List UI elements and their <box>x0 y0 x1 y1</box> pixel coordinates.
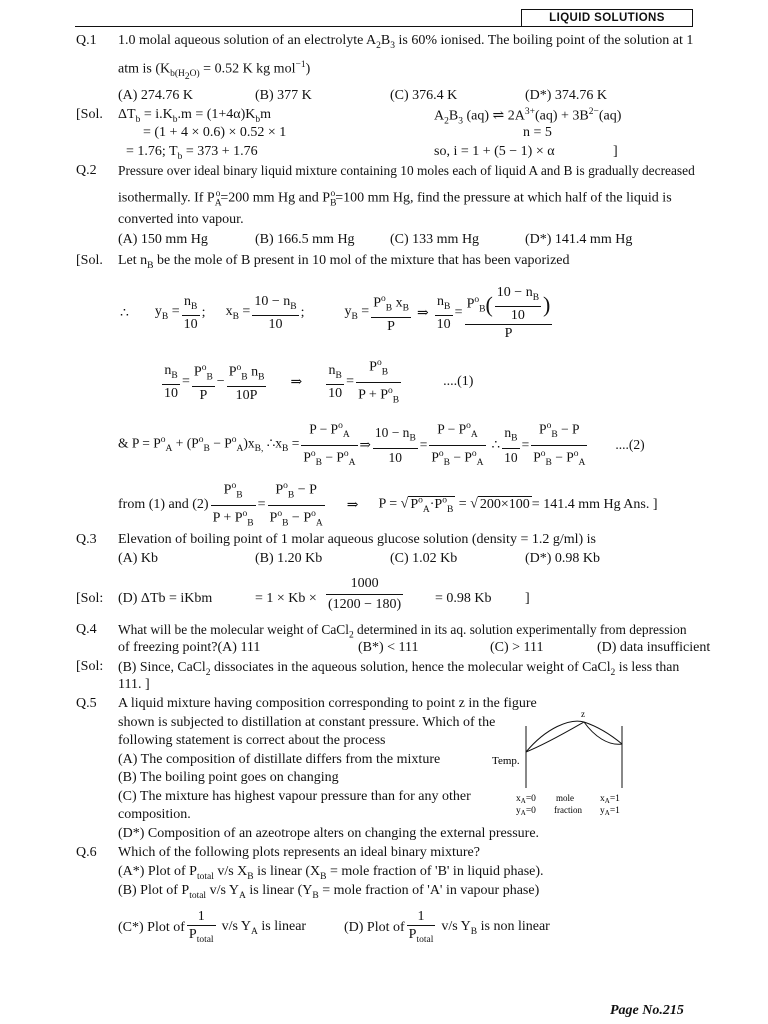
q1-reaction: $A_2B_3$ (aq) ⇌ $2A^{3+}(aq) + 3B^{2-}(aq)$ <box>434 107 622 127</box>
q2-text-line2: isothermally. If $P_A^o=200$ mm Hg and $P_B^o=100$ mm Hg, find the pressure at which half of the liquid is <box>118 189 672 209</box>
q1-option-d: (D*) 374.76 K <box>525 88 608 103</box>
q1-option-b: (B) 377 K <box>255 88 312 103</box>
q4-option-c: (C) > 111 <box>490 640 544 655</box>
q2-equation-row2: $\frac{n_B}{10}$ = $\frac{P^o_B}{P}$ − $\frac{P^o_B n_B}{10P}$ ⇒ $\frac{n_B}{10}$ = $\frac{P^o_B}{P + P^o_B}$ ....(1) <box>160 357 473 407</box>
page-number: Page No.215 <box>610 1003 684 1018</box>
q3-option-c: (C) 1.02 Kb <box>390 551 458 566</box>
q1-sol-line1: $\Delta T_b = i.K_b.m = (1+4\alpha)K_bm$ <box>118 107 272 125</box>
q3-sol-c: = 0.98 Kb <box>435 591 492 606</box>
q2-option-a: (A) 150 mm Hg <box>118 232 208 247</box>
q3-sol-fraction: 1000 (1200 − 180) <box>326 574 403 615</box>
q5-option-c: (C) The mixture has highest vapour pressure than for any other <box>118 789 471 804</box>
q5-option-c-cont: composition. <box>118 807 191 822</box>
q1-text-line2: atm is ($K_{b(H_2O)} = 0.52$ K kg mol$^{-1}$) <box>118 60 311 83</box>
temp-axis-label: Temp. <box>492 755 520 767</box>
q1-sol-line3: = 1.76; $T_b = 373 + 1.76$ <box>126 144 258 162</box>
q1-n-value: n = 5 <box>523 125 552 140</box>
q1-option-c: (C) 376.4 K <box>390 88 458 103</box>
q1-sol-tag: [Sol. <box>76 107 103 122</box>
q1-vant-hoff: so, i = 1 + (5 − 1) × α <box>434 144 555 159</box>
header-rule <box>75 26 692 27</box>
q4-option-d: (D) data insufficient <box>597 640 711 655</box>
q1-number: Q.1 <box>76 33 97 48</box>
chapter-header: LIQUID SOLUTIONS <box>521 9 693 27</box>
q4-sol-tag: [Sol: <box>76 659 104 674</box>
q2-option-b: (B) 166.5 mm Hg <box>255 232 355 247</box>
q2-option-c: (C) 133 mm Hg <box>390 232 480 247</box>
q1-text: 1.0 molal aqueous solution of an electrolyte $A_2B_3$ is 60% ionised. The boiling point of the solution at 1 <box>118 33 694 51</box>
q3-option-b: (B) 1.20 Kb <box>255 551 323 566</box>
q4-option-b: (B*) < 111 <box>358 640 419 655</box>
q1-option-a: (A) 274.76 K <box>118 88 194 103</box>
xa1-label: $x_A=1$ <box>600 794 620 805</box>
q2-equation-row3: & $P = P^o_A + (P^o_B - P^o_A)x_{B,}$ $\therefore x_B$ = $\frac{P - P^o_A}{P^o_B - P^o_A}$ ⇒ $\frac{10 - n_B}{10}$ = $\frac{P - P^o_A}{P^o_B - P^o_A}$ ∴ $\frac{n_B}{10}$ = $\frac{P^o_B - P}{P^o_B - P^o_A}$ ....(2) <box>118 420 645 470</box>
q4-sol-line1: (B) Since, CaCl$_2$ dissociates in the aqueous solution, hence the molecular weight of CaCl$_2$ is less than <box>118 659 680 678</box>
q6-number: Q.6 <box>76 845 97 860</box>
q3-number: Q.3 <box>76 532 97 547</box>
q3-option-d: (D*) 0.98 Kb <box>525 551 601 566</box>
azeotrope-diagram <box>490 706 640 818</box>
q5-option-b: (B) The boiling point goes on changing <box>118 770 339 785</box>
xa0-label: $x_A=0$ <box>516 794 536 805</box>
q2-equation-row4: from (1) and (2) $\frac{P^o_B}{P + P^o_B}$ = $\frac{P^o_B - P}{P^o_B - P^o_A}$ ⇒ P = √ $P^o_A\cdot P^o_B$ = √ 200×100 = 141.4 mm Hg Ans. ] <box>118 480 658 530</box>
q2-number: Q.2 <box>76 163 97 178</box>
q6-option-b: (B) Plot of $P_{total}$ v/s $Y_A$ is linear ($Y_B$ = mole fraction of 'A' in vapour phase) <box>118 883 540 901</box>
q4-number: Q.4 <box>76 622 97 637</box>
q5-option-a: (A) The composition of distillate differs from the mixture <box>118 752 441 767</box>
ya0-label: $y_A=0$ <box>516 806 536 817</box>
q2-text-line3: converted into vapour. <box>118 212 244 227</box>
q6-option-d: (D) Plot of $\frac{1}{P_{total}}$ v/s $Y_B$ is non linear <box>344 906 550 950</box>
q3-option-a: (A) Kb <box>118 551 159 566</box>
q3-sol-b: = 1 × Kb × <box>255 591 317 606</box>
q5-option-d: (D*) Composition of an azeotrope alters on changing the external pressure. <box>118 826 540 841</box>
q6-text: Which of the following plots represents an ideal binary mixture? <box>118 845 480 860</box>
q4-text-line2: of freezing point?(A) 111 <box>118 640 261 655</box>
q2-sol-tag: [Sol. <box>76 253 103 268</box>
q5-number: Q.5 <box>76 696 97 711</box>
q2-equation-row1: ∴ $y_B$ = $\frac{n_B}{10}$ ; $x_B$ = $\frac{10 - n_B}{10}$ ; $y_B$ = $\frac{P^o_B x_B}{P}$ ⇒ $\frac{n_B}{10}$ = $P^o_B$( $\frac{10 - n_B}{10}$ ) P <box>120 284 551 342</box>
q3-sol-a: (D) ΔTb = iKbm <box>118 591 213 606</box>
q5-line: A liquid mixture having composition corresponding to point z in the figure <box>118 696 537 711</box>
mole-label: mole <box>556 793 574 803</box>
ya1-label: $y_A=1$ <box>600 806 620 817</box>
q2-sol-intro: Let $n_B$ be the mole of B present in 10 mol of the mixture that has been vaporized <box>118 253 570 271</box>
q3-text: Elevation of boiling point of 1 molar aqueous glucose solution (density = 1.2 g/ml) is <box>118 532 597 547</box>
q2-option-d: (D*) 141.4 mm Hg <box>525 232 633 247</box>
q1-sol-line2: = (1 + 4 × 0.6) × 0.52 × 1 <box>143 125 287 140</box>
q6-option-c: (C*) Plot of $\frac{1}{P_{total}}$ v/s $Y_A$ is linear <box>118 906 306 950</box>
q2-text-line1: Pressure over ideal binary liquid mixture containing 10 moles each of liquid A and B is gradually decreased <box>118 163 695 178</box>
q5-line: following statement is correct about the process <box>118 733 386 748</box>
point-z-label: z <box>581 709 585 719</box>
fraction-label: fraction <box>554 805 582 815</box>
q4-text-line1: What will be the molecular weight of CaCl$_2$ determined in its aq. solution experimentally from depression <box>118 622 687 641</box>
q3-sol-tag: [Sol: <box>76 591 104 606</box>
q1-close-bracket: ] <box>613 144 618 159</box>
q6-option-a: (A*) Plot of $P_{total}$ v/s $X_B$ is linear ($X_B$ = mole fraction of 'B' in liquid phase). <box>118 864 544 882</box>
q5-line: shown is subjected to distillation at constant pressure. Which of the <box>118 715 496 730</box>
q3-close-bracket: ] <box>525 591 530 606</box>
q4-sol-line2: 111. ] <box>118 677 150 692</box>
